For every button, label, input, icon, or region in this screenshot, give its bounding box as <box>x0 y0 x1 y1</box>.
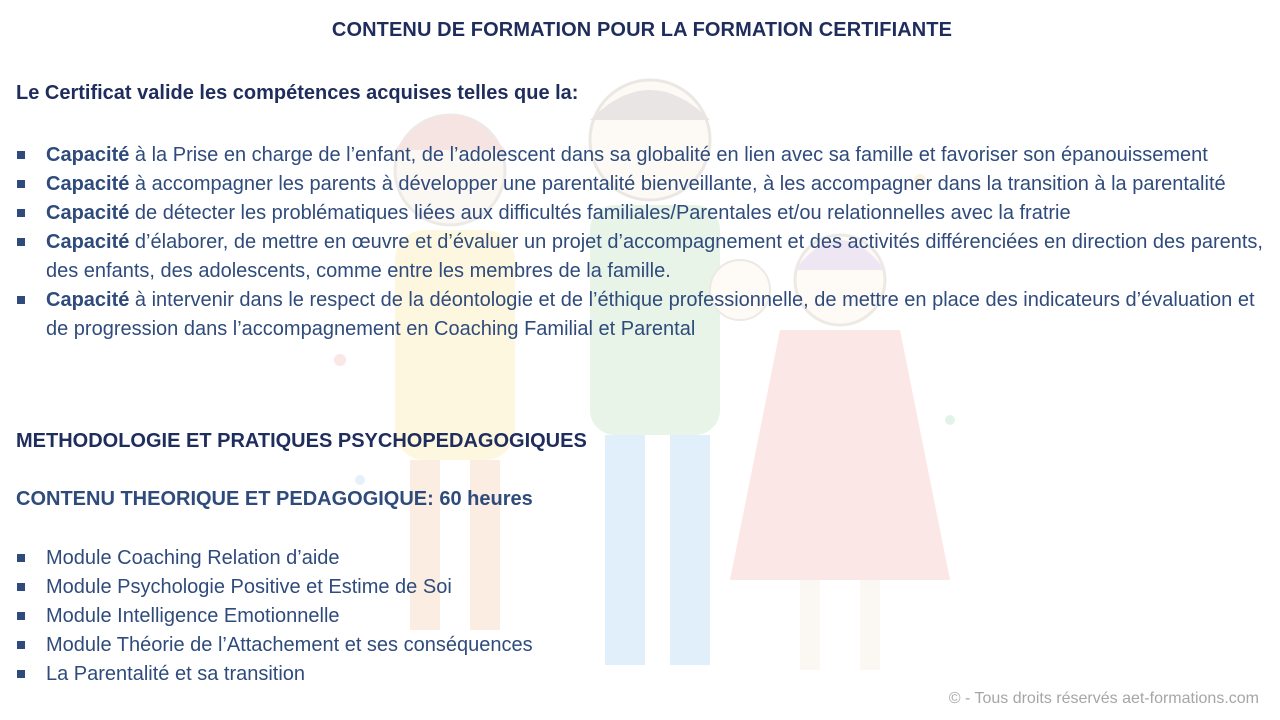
capacity-item <box>16 228 1272 286</box>
module-item: Module Intelligence Emotionnelle <box>16 602 533 631</box>
capacity-label: Capacité <box>46 144 130 166</box>
capacity-text: de détecter les problématiques liées aux difficultés familiales/Parentales et/ou relationnelles avec la fratrie <box>129 202 1071 224</box>
capacity-text: d’élaborer, de mettre en œuvre et d’évaluer un projet d’accompagnement et des activités différenciées en direction des parents, des enfants, des adolescents, comme entre les membres de la famille. <box>46 231 1263 282</box>
capacity-text: à accompagner les parents à développer une parentalité bienveillante, à les accompagner dans la transition à la parentalité <box>129 173 1226 195</box>
modules-list <box>16 544 533 689</box>
capacity-label: Capacité <box>46 202 130 224</box>
section-heading: METHODOLOGIE ET PRATIQUES PSYCHOPEDAGOGIQUES <box>16 430 587 452</box>
capacities-list <box>16 141 1272 344</box>
copyright-footer: © - Tous droits réservés aet-formations.com <box>948 690 1259 707</box>
capacity-item <box>16 141 1272 170</box>
capacity-label: Capacité <box>46 173 130 195</box>
capacity-text: à la Prise en charge de l’enfant, de l’adolescent dans sa globalité en lien avec sa famille et favoriser son épanouissement <box>129 144 1208 166</box>
capacity-item <box>16 199 1272 228</box>
capacity-label: Capacité <box>46 289 130 311</box>
page-title: CONTENU DE FORMATION POUR LA FORMATION CERTIFIANTE <box>331 19 953 41</box>
capacity-item <box>16 170 1272 199</box>
capacity-label: Capacité <box>46 231 130 253</box>
capacity-text: à intervenir dans le respect de la déontologie et de l’éthique professionnelle, de mettre en place des indicateurs d’évaluation et de progression dans l’accompagnement en Coaching Familial et Parental <box>46 289 1255 340</box>
intro-text: Le Certificat valide les compétences acquises telles que la: <box>16 82 579 104</box>
sub-heading: CONTENU THEORIQUE ET PEDAGOGIQUE: 60 heures <box>16 488 533 510</box>
capacity-item <box>16 286 1272 344</box>
module-item: Module Coaching Relation d’aide <box>16 544 533 573</box>
module-item: Module Psychologie Positive et Estime de Soi <box>16 573 533 602</box>
module-item: La Parentalité et sa transition <box>16 660 533 689</box>
module-item: Module Théorie de l’Attachement et ses conséquences <box>16 631 533 660</box>
